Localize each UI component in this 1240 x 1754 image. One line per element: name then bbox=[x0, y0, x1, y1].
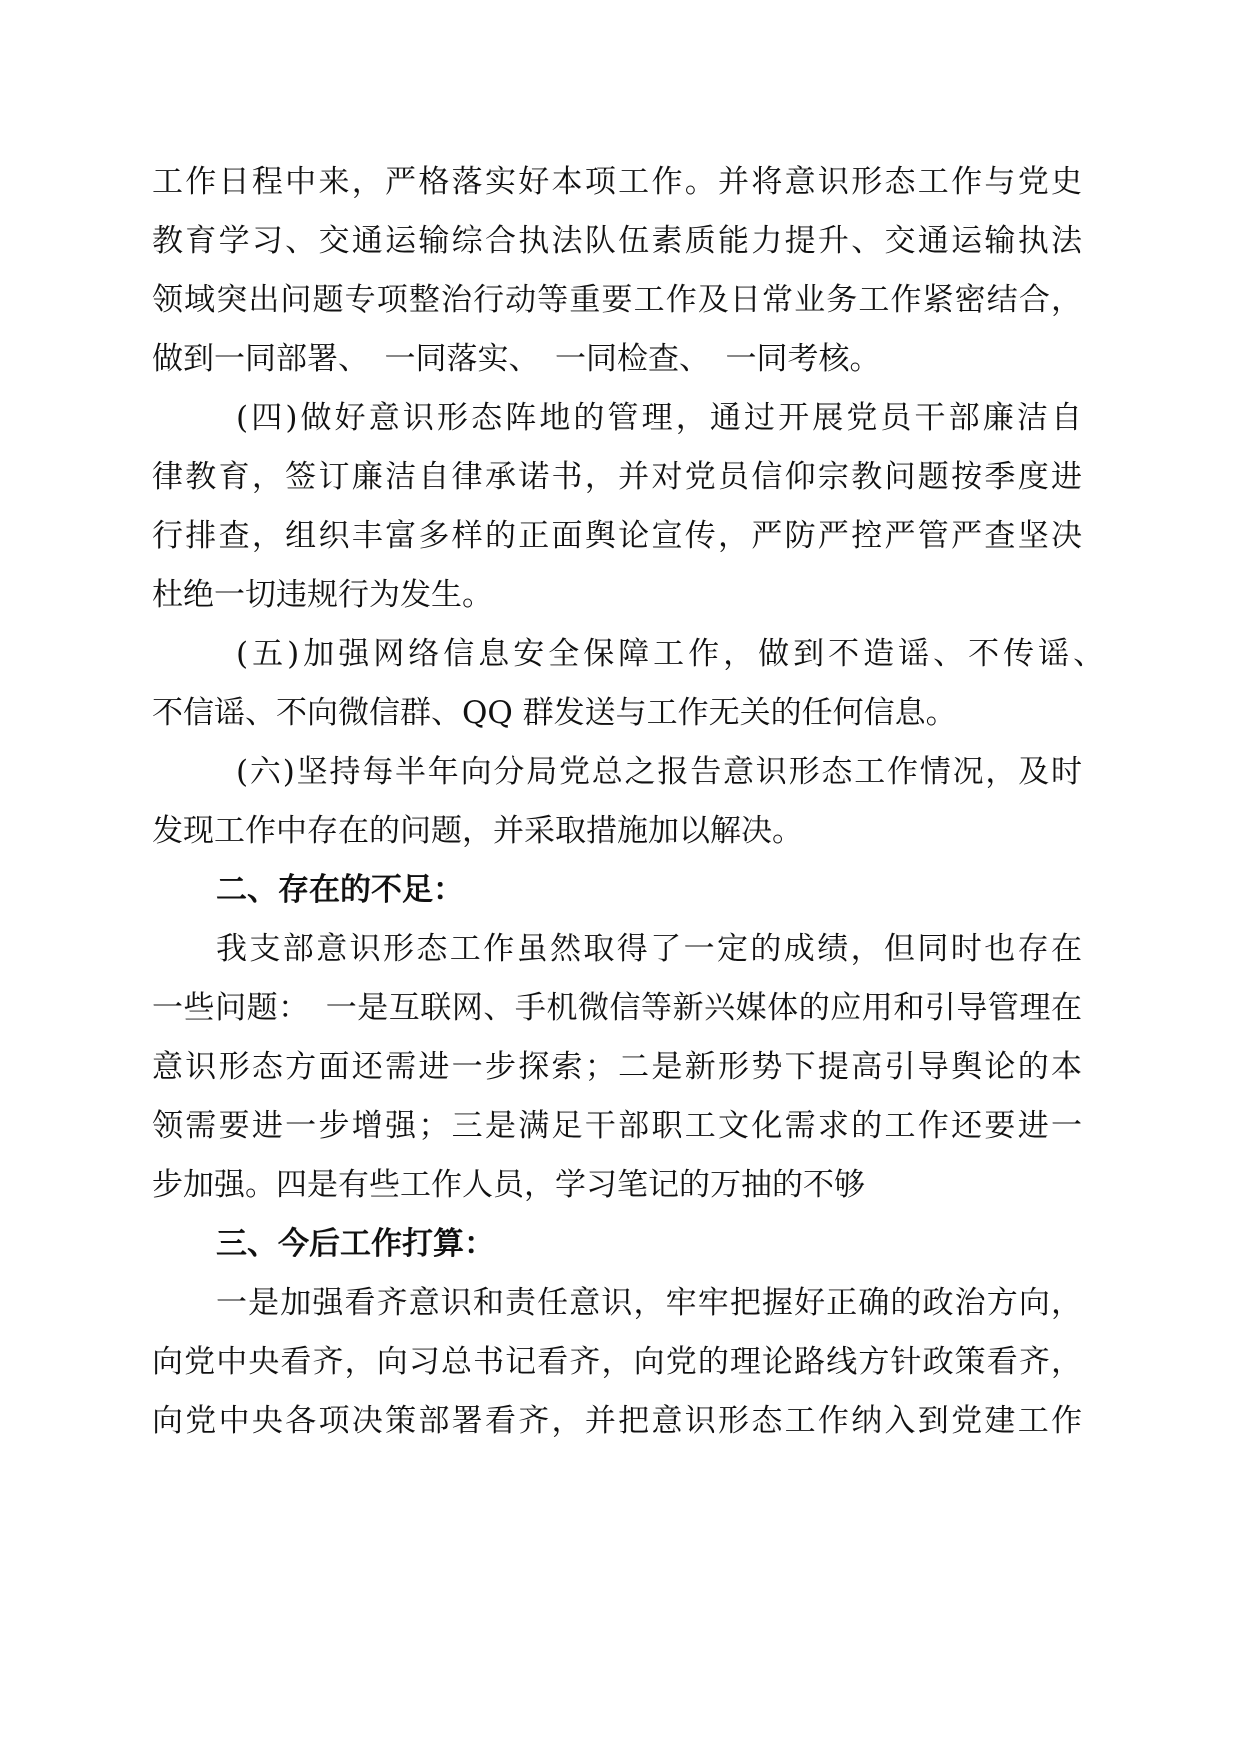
paragraph-line: 工作日程中来，严格落实好本项工作。并将意识形态工作与党史 bbox=[152, 164, 1082, 200]
paragraph-line: 领需要进一步增强；三是满足干部职工文化需求的工作还要进一 bbox=[152, 1108, 1082, 1144]
section-heading: 三、今后工作打算： bbox=[216, 1226, 495, 1262]
paragraph-line: 行排查，组织丰富多样的正面舆论宣传，严防严控严管严查坚决 bbox=[152, 518, 1082, 554]
paragraph-line: 做到一同部署、 一同落实、 一同检查、 一同考核。 bbox=[152, 341, 881, 377]
paragraph-line: 一是加强看齐意识和责任意识，牢牢把握好正确的政治方向， bbox=[216, 1285, 1082, 1321]
paragraph-line: (五)加强网络信息安全保障工作，做到不造谣、不传谣、 bbox=[236, 636, 1109, 672]
paragraph-line: 领域突出问题专项整治行动等重要工作及日常业务工作紧密结合， bbox=[152, 282, 1082, 318]
paragraph-line: 意识形态方面还需进一步探索；二是新形势下提高引导舆论的本 bbox=[152, 1049, 1082, 1085]
paragraph-line: (四)做好意识形态阵地的管理，通过开展党员干部廉洁自 bbox=[236, 400, 1082, 436]
paragraph-line: 向党中央看齐，向习总书记看齐，向党的理论路线方针政策看齐， bbox=[152, 1344, 1082, 1380]
paragraph-line: 一些问题： 一是互联网、手机微信等新兴媒体的应用和引导管理在 bbox=[152, 990, 1082, 1026]
paragraph-line: 教育学习、交通运输综合执法队伍素质能力提升、交通运输执法 bbox=[152, 223, 1082, 259]
paragraph-line: 发现工作中存在的问题，并采取措施加以解决。 bbox=[152, 813, 803, 849]
paragraph-line: 不信谣、不向微信群、QQ 群发送与工作无关的任何信息。 bbox=[152, 695, 957, 731]
paragraph-line: (六)坚持每半年向分局党总之报告意识形态工作情况，及时 bbox=[236, 754, 1082, 790]
paragraph-line: 步加强。四是有些工作人员，学习笔记的万抽的不够 bbox=[152, 1167, 865, 1203]
paragraph-line: 杜绝一切违规行为发生。 bbox=[152, 577, 493, 613]
paragraph-line: 律教育，签订廉洁自律承诺书，并对党员信仰宗教问题按季度进 bbox=[152, 459, 1082, 495]
paragraph-line: 我支部意识形态工作虽然取得了一定的成绩，但同时也存在 bbox=[216, 931, 1082, 967]
section-heading: 二、存在的不足： bbox=[216, 872, 464, 908]
paragraph-line: 向党中央各项决策部署看齐，并把意识形态工作纳入到党建工作 bbox=[152, 1403, 1082, 1439]
